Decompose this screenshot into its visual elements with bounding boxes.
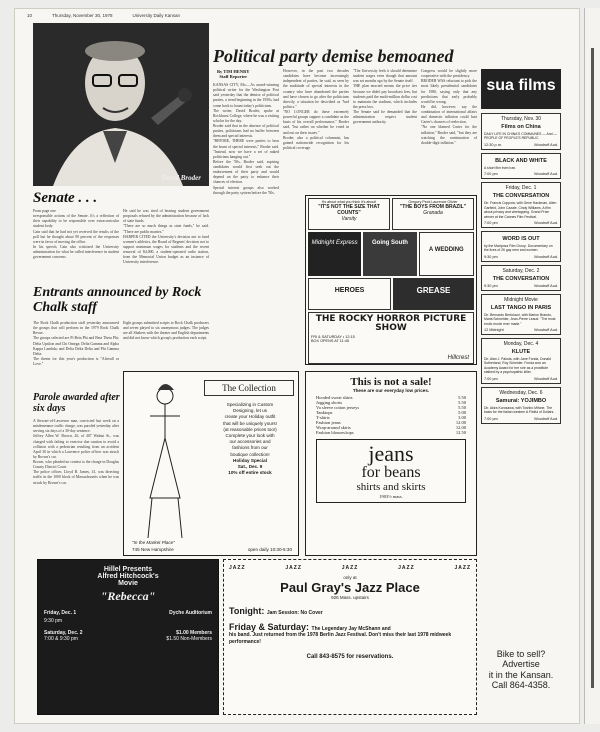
collection-line: our accessories and (229, 439, 271, 445)
jazz-word: JAZZ (285, 565, 302, 571)
price-list (316, 395, 466, 435)
item-price: 5.50 (458, 400, 466, 405)
jeans-address: 1903½ mass. (379, 494, 403, 500)
film-date: Midnight Movie (504, 296, 538, 303)
film-title: KLUTE (511, 349, 531, 356)
bike-ad-line: it in the Kansan. (488, 669, 554, 680)
photo-caption: David Broder (161, 174, 201, 182)
item-name: Wrap-around skirts (316, 425, 351, 430)
bike-classified-ad (481, 649, 561, 717)
portrait-illustration (33, 23, 209, 186)
film-date: Wednesday, Dec. 6 (499, 389, 543, 396)
film-listing (481, 153, 561, 179)
story-paragraph: "The University feels it should determine student wages even though that amount was set months ago by the Senate itself. (353, 69, 417, 84)
movie-listing-varsity (308, 198, 390, 230)
senate-paragraph: Cain said that he had not yet received the results of the poll but he thought about 90 percent of the responses were in favor of moving the office. (33, 229, 119, 244)
film-title: THE CONVERSATION (492, 275, 550, 282)
collection-line: 10% off entire stock (228, 470, 272, 476)
hillel-film-title: "Rebecca" (100, 589, 156, 603)
film-place: Woodruff Aud. (534, 220, 558, 225)
folio-paper: University Daily Kansan (132, 13, 180, 18)
story-paragraph: KANSAS CITY, Mo.—As award-winning political writer for the Washington Post said yesterday that the demise of political parties, a trend beginning in the 1950s, had come back to haunt today's politicians. (213, 83, 279, 108)
jazz-word: JAZZ (229, 565, 246, 571)
item-price: 5.50 (458, 405, 466, 410)
jazz-border-row (229, 565, 471, 571)
folio-page: 10 (27, 13, 33, 18)
hillel-rebecca-ad (37, 559, 219, 715)
item-price: 5.50 (458, 395, 466, 400)
movie-rocky-horror (308, 312, 474, 364)
movie-title: THE ROCKY HORROR PICTURE SHOW (315, 314, 467, 333)
collection-hours: open daily 10:30-5:30 (247, 547, 292, 552)
film-place: Woodruff Aud. (534, 328, 558, 333)
jeans-ad-title: This is not a sale! (350, 376, 432, 388)
film-place: Woodruff Aud. (534, 376, 558, 381)
story-paragraph: Before the '50s, Broder said, aspiring candidates would first seek out the endorsement of their party and would depend on the party to enhance their chances of election. (213, 159, 279, 185)
film-listing (481, 231, 561, 262)
item-name: Tanktops (316, 410, 333, 415)
senate-paragraph: From page one (33, 209, 56, 213)
story-paragraph: Broder, also a political columnist, has gained nationwide recognition for his political coverage. (283, 135, 349, 150)
film-title: LAST TANGO IN PARIS (490, 304, 552, 311)
parole-headline: Parole awarded after six days (33, 392, 120, 414)
film-place: Woodruff Aud. (534, 416, 558, 421)
film-date: Monday, Dec. 4 (503, 341, 539, 348)
movie-listing-granada (392, 198, 474, 230)
jazz-word: JAZZ (398, 565, 415, 571)
story-column-2 (283, 69, 349, 189)
collection-copy (204, 402, 296, 476)
jazz-weekend-desc: his band. Just returned from the 1978 Berlin Jazz Festival. Don't miss their last 1978 midweek performance! (229, 632, 452, 645)
film-listing (481, 338, 561, 384)
film-listing (481, 387, 561, 424)
page-folio (27, 13, 527, 18)
film-description: by the Mariposa Film Group. Documentary on the lives of 26 gay men and women. (484, 243, 553, 253)
byline-name: By TIM HENRY (217, 69, 250, 74)
brand-line: for beans (361, 464, 421, 481)
film-place: Woodruff Aud. (534, 254, 558, 259)
hillel-time: 7:00 & 9:30 pm (44, 636, 78, 642)
parole-column (33, 419, 119, 535)
byline (217, 69, 250, 80)
entrants-paragraph: Eight groups submitted scripts to Rock Chalk producers and seven played to six anonymous judges. The judges are all Shakers with the theater and English departments and did not know which group's production each script. (123, 321, 209, 341)
film-description: Dir. Akira Kurosawa, with Toshiro Mifune. The basis for the Italian western A Fistful of Dollars. (484, 405, 555, 415)
film-description: Dir. Francis Coppola, with Gene Hackman, Allen Garfield, John Cazale, Cindy Williams. A film about privacy and wiretapping. Grand Prize winner at the Cannes Film Festival. (484, 201, 557, 219)
jazz-venue-name: Paul Gray's Jazz Place (280, 580, 420, 595)
byline-role: Staff Reporter (219, 74, 248, 80)
film-description: DAILY LIFE IN CHINA'S COMMUNES — And — PEOPLE OF PEOPLE'S REPUBLIC (484, 132, 557, 141)
jeans-ad-subtitle: These are our everyday low prices. (352, 388, 430, 393)
collection-line: Specializing in Custom (226, 402, 274, 407)
bike-ad-line: Call 864-4358. (491, 680, 551, 691)
story-paragraph: Special interest groups also worked through the party system before the '50s. (213, 185, 279, 195)
film-time: 9:30 pm (484, 283, 498, 288)
collection-line: (at reasonable prices too!) (223, 426, 277, 432)
jeans-for-beans-ad (305, 371, 477, 556)
senate-paragraph: irresponsible actions of the Senate. It's a reflection of their capability to be responsible over extracurricular student body. (33, 214, 119, 229)
collection-location: "In the Market Place" (132, 540, 175, 545)
main-headline: Political party demise bemoaned (213, 46, 454, 66)
entrants-paragraph: The Rock Chalk production staff yesterday announced the groups that will perform in the 1979 Rock Chalk Revue. (33, 321, 119, 336)
item-name: Fashion blouses/tops (316, 430, 354, 435)
collection-ad (123, 371, 299, 556)
movie-going-south: Going South (363, 232, 416, 276)
film-time: 7:00 pm (484, 416, 498, 421)
movie-midnight-express: Midnight Express (308, 232, 361, 276)
hillel-price: $1.50 Non-Members (166, 636, 212, 642)
film-listing (481, 294, 561, 335)
film-place: Woodruff Aud. (534, 142, 558, 147)
story-paragraph: The Senate said he demanded that the administration respect student government authority. (353, 110, 417, 125)
item-price: 12.00 (455, 425, 466, 430)
brand-line: jeans (368, 441, 414, 466)
item-price: 3.00 (458, 415, 466, 420)
senate-paragraph: HARPER CITED the University's decision not to fund women's athletics, the Board of Regents' decision not to support minimum wages for students and the recent removal of $4,000, a student-operated radio station, from the Memorial Union budget as an instance of University interference. (123, 234, 209, 265)
bike-ad-line: Advertise (502, 659, 540, 670)
hillel-price: $1.00 Members (176, 630, 212, 636)
collection-line: Complete your look with (225, 432, 275, 438)
film-title: THE CONVERSATION (492, 193, 550, 200)
folio-date: Thursday, November 30, 1978 (52, 13, 113, 18)
movie-cast: Gregory Peck Laurence Olivier (408, 200, 458, 204)
film-date: Saturday, Dec. 2 (502, 267, 540, 274)
film-title: Samurai: YOJIMBO (495, 397, 547, 404)
entrants-paragraph: The theme for this year's production is "Afterall or Love." (33, 356, 119, 366)
jazz-word: JAZZ (341, 565, 359, 571)
collection-line: Holiday Special (233, 457, 267, 463)
showtime: FRI & SATURDAY • 12:15 (311, 335, 355, 339)
film-description: Dir. Alan J. Pakula, with Jane Fonda, Donald Sutherland, Roy Scheider. Fonda won an Academy Award for her role as a prostitute stalked by a psychopathic killer. (484, 357, 551, 375)
jazz-address: 926 Mass. upstairs (331, 595, 369, 600)
jeans-brand-box (316, 439, 466, 503)
movie-tagline: It's about what you think it's about! (321, 200, 377, 204)
film-time: 9:30 pm (484, 254, 498, 259)
film-title: WORD IS OUT (502, 235, 540, 242)
collection-line: that will be uniquely yours! (223, 420, 277, 426)
fashion-figure-illustration (130, 378, 200, 548)
story-paragraph: "No one blamed Carter for the inflation," Broder said, "but they are watching the continuation of double-digit inflation." (421, 125, 477, 145)
parole-paragraph: Jeffrey Allen W. Brown, 26, of 407 Walnut St., was charged with failing to exercise due caution to avoid a collision with a pedestrian resulting from an accident April 30 in which a Lawrence police officer was struck by Brown's car. (33, 434, 119, 459)
film-place: Woodruff Aud. (534, 172, 558, 177)
parole-paragraph: A Stewart-of-Lawrence man, convicted last week on a misdemeanor traffic charge, was paroled yesterday after serving six days of a 30-day sentence. (33, 419, 119, 434)
movie-theaters-ad (305, 195, 477, 365)
film-date: Friday, Dec. 1 (505, 185, 537, 192)
item-name: Hooded sweat shirts (316, 395, 353, 400)
item-price: 5.00 (458, 410, 466, 415)
jazz-tonight-label: Tonight: (229, 606, 265, 616)
collection-line: create your Holiday outfit (224, 414, 276, 420)
jazz-only-at: only at (343, 575, 357, 580)
senate-headline: Senate . . . (33, 190, 98, 206)
sua-films-logo: sua films (481, 69, 561, 109)
entrants-column-1 (33, 321, 119, 389)
hillel-venue: Dyche Auditorium (169, 610, 212, 616)
senate-column-2 (123, 209, 209, 283)
theater-name: Granada (423, 210, 443, 216)
story-paragraph: The writer, David Broder, spoke at Rockhurst College, where he was a visiting scholar for the day. (213, 108, 279, 123)
film-time: 7:00 pm (484, 220, 498, 225)
movie-title: "IT'S NOT THE SIZE THAT COUNTS" (318, 204, 380, 216)
senate-paragraph: He said he was tired of hearing student government proposals refused by the administration because of lack of state funds. (123, 209, 209, 224)
story-paragraph: Congress would be slightly more cooperative with the presidency. (421, 69, 477, 79)
story-paragraph: THE plan enacted means the price tier because we didn't pay broadcast fees, but students paid the multi-million dollar cost to maintain the stadium, which includes the press box. (353, 84, 417, 109)
theater-name: Varsity (341, 216, 357, 222)
film-description: Dir. Bernardo Bertolucci, with Marlon Brando, Maria Schneider, Jean-Pierre Leaud. "The most erotic movie ever made." (484, 312, 556, 326)
senate-column-1 (33, 209, 119, 283)
film-time: 7:00 pm (484, 172, 498, 177)
price-row (316, 430, 466, 435)
jazz-word: JAZZ (454, 565, 471, 571)
hillel-line: Movie (118, 580, 138, 587)
entrants-headline: Entrants announced by Rock Chalk staff (33, 285, 202, 315)
newspaper-page (14, 8, 580, 724)
jazz-weekend-label: Friday & Saturday: (229, 622, 310, 632)
story-column-3 (353, 69, 417, 189)
jazz-tonight-event: Jam Session: No Cover (266, 610, 323, 616)
hillel-date: Friday, Dec. 1 (44, 610, 77, 616)
item-name: Va sleeve cotton jerseys (316, 405, 360, 410)
film-listing (481, 113, 561, 150)
hillel-date: Saturday, Dec. 2 (44, 630, 83, 636)
bike-ad-line: Bike to sell? (496, 649, 546, 659)
hillel-line: Alfred Hitchcock's (97, 573, 159, 580)
parole-paragraph: Brown, who pleaded no contest to the charge in Douglas County District Court. (33, 460, 119, 470)
movie-grease: GREASE (393, 278, 474, 310)
sua-films-listings (481, 113, 561, 693)
film-description: A short film from Iran. (484, 165, 517, 170)
jazz-call: Call 843-8575 for reservations. (306, 654, 394, 660)
hillel-time: 9:30 pm (44, 618, 63, 624)
story-paragraph: Broder said that in the absence of political parties, politicians had no buffer between them and special interests. (213, 124, 279, 139)
entrants-paragraph: The groups selected are Pi Beta Phi and Beta Theta Phi; Delta Upsilon and Chi Omega; Delta Gamma and Alpha Kappa Lambda; and Delta Delta Delta and Phi Gamma Delta. (33, 336, 119, 356)
senate-paragraph: In his speech, Cain also criticized the University administration for what he called interference in student government concerns. (33, 244, 119, 260)
film-time: 7:00 pm (484, 376, 498, 381)
movie-heroes: HEROES (308, 278, 391, 310)
collection-line: fashions from our (232, 445, 268, 451)
hillel-line: Hillel Presents (103, 566, 153, 573)
item-name: T-shirts (316, 415, 330, 420)
adjacent-page-edge (584, 8, 600, 724)
film-time: 12:30 p.m. (484, 142, 502, 147)
film-title: Films on China (501, 124, 541, 130)
story-paragraph: However, in the past two decades candidates have become increasingly independent of parties, he said, as seen by the multitude of special interests in the country who have abandoned the parties and have chosen to go after the politicians directly, a situation he described as "bad politics." (283, 69, 349, 109)
collection-address: 745 New Hampshire (132, 547, 174, 552)
box-office: BOX OPENS AT 11:45 (311, 339, 349, 343)
broder-photo (33, 23, 209, 186)
film-listing (481, 265, 561, 291)
collection-line: Designing, let us (233, 408, 267, 414)
brand-line: shirts and skirts (356, 481, 426, 493)
item-name: Fashion jeans (316, 420, 341, 425)
film-listing (481, 182, 561, 228)
film-place: Woodruff Aud. (534, 283, 558, 288)
story-paragraph: He did, however, say the combination of international affairs and domestic inflation could hurt Carter's chances of reelection. (421, 104, 477, 125)
item-price: 12.00 (455, 420, 466, 425)
story-paragraph: BRODER WAS reluctant to pick the most likely presidential candidates for 1980, saying only that any predictions that early probably would be wrong. (421, 79, 477, 104)
jazz-place-ad (223, 559, 477, 715)
story-paragraph: "BEFORE, THERE were parties to bear the brunt of special interests," Broder said. "Instead, now we have a set of naked politicians hanging out." (213, 139, 279, 159)
film-date: Thursday, Nov. 30 (500, 116, 542, 122)
collection-line: Sat., Dec. 9 (237, 463, 263, 469)
collection-title: The Collection (204, 380, 294, 396)
senate-paragraph: "There are so much things as state funds," he said. "There are public monies." (123, 224, 209, 234)
jazz-weekend-act: The Legendary Jay McShann and (311, 626, 391, 632)
item-price: 12.50 (455, 430, 466, 435)
film-title: BLACK AND WHITE (495, 157, 547, 164)
story-column-4 (421, 69, 477, 189)
item-name: Jogging shorts (316, 400, 343, 405)
movie-a-wedding: A WEDDING (419, 232, 474, 276)
film-time: 12 Midnight (484, 328, 504, 333)
theater-name: Hillcrest (447, 355, 469, 361)
parole-paragraph: The police officer, Lloyd B. James, 41, was directing traffic in the 1000 block of Massachusetts when he was struck by Brown's car. (33, 470, 119, 485)
collection-line: boutique collection! (230, 451, 270, 457)
movie-title: "THE BOYS FROM BRAZIL" (399, 204, 467, 210)
story-paragraph: "NO LONGER do these extremely powerful groups support a candidate as the basis of his overall performance," Broder said, "but rather on whether he voted in and out on their issues." (283, 110, 349, 135)
story-column-1 (213, 83, 279, 293)
